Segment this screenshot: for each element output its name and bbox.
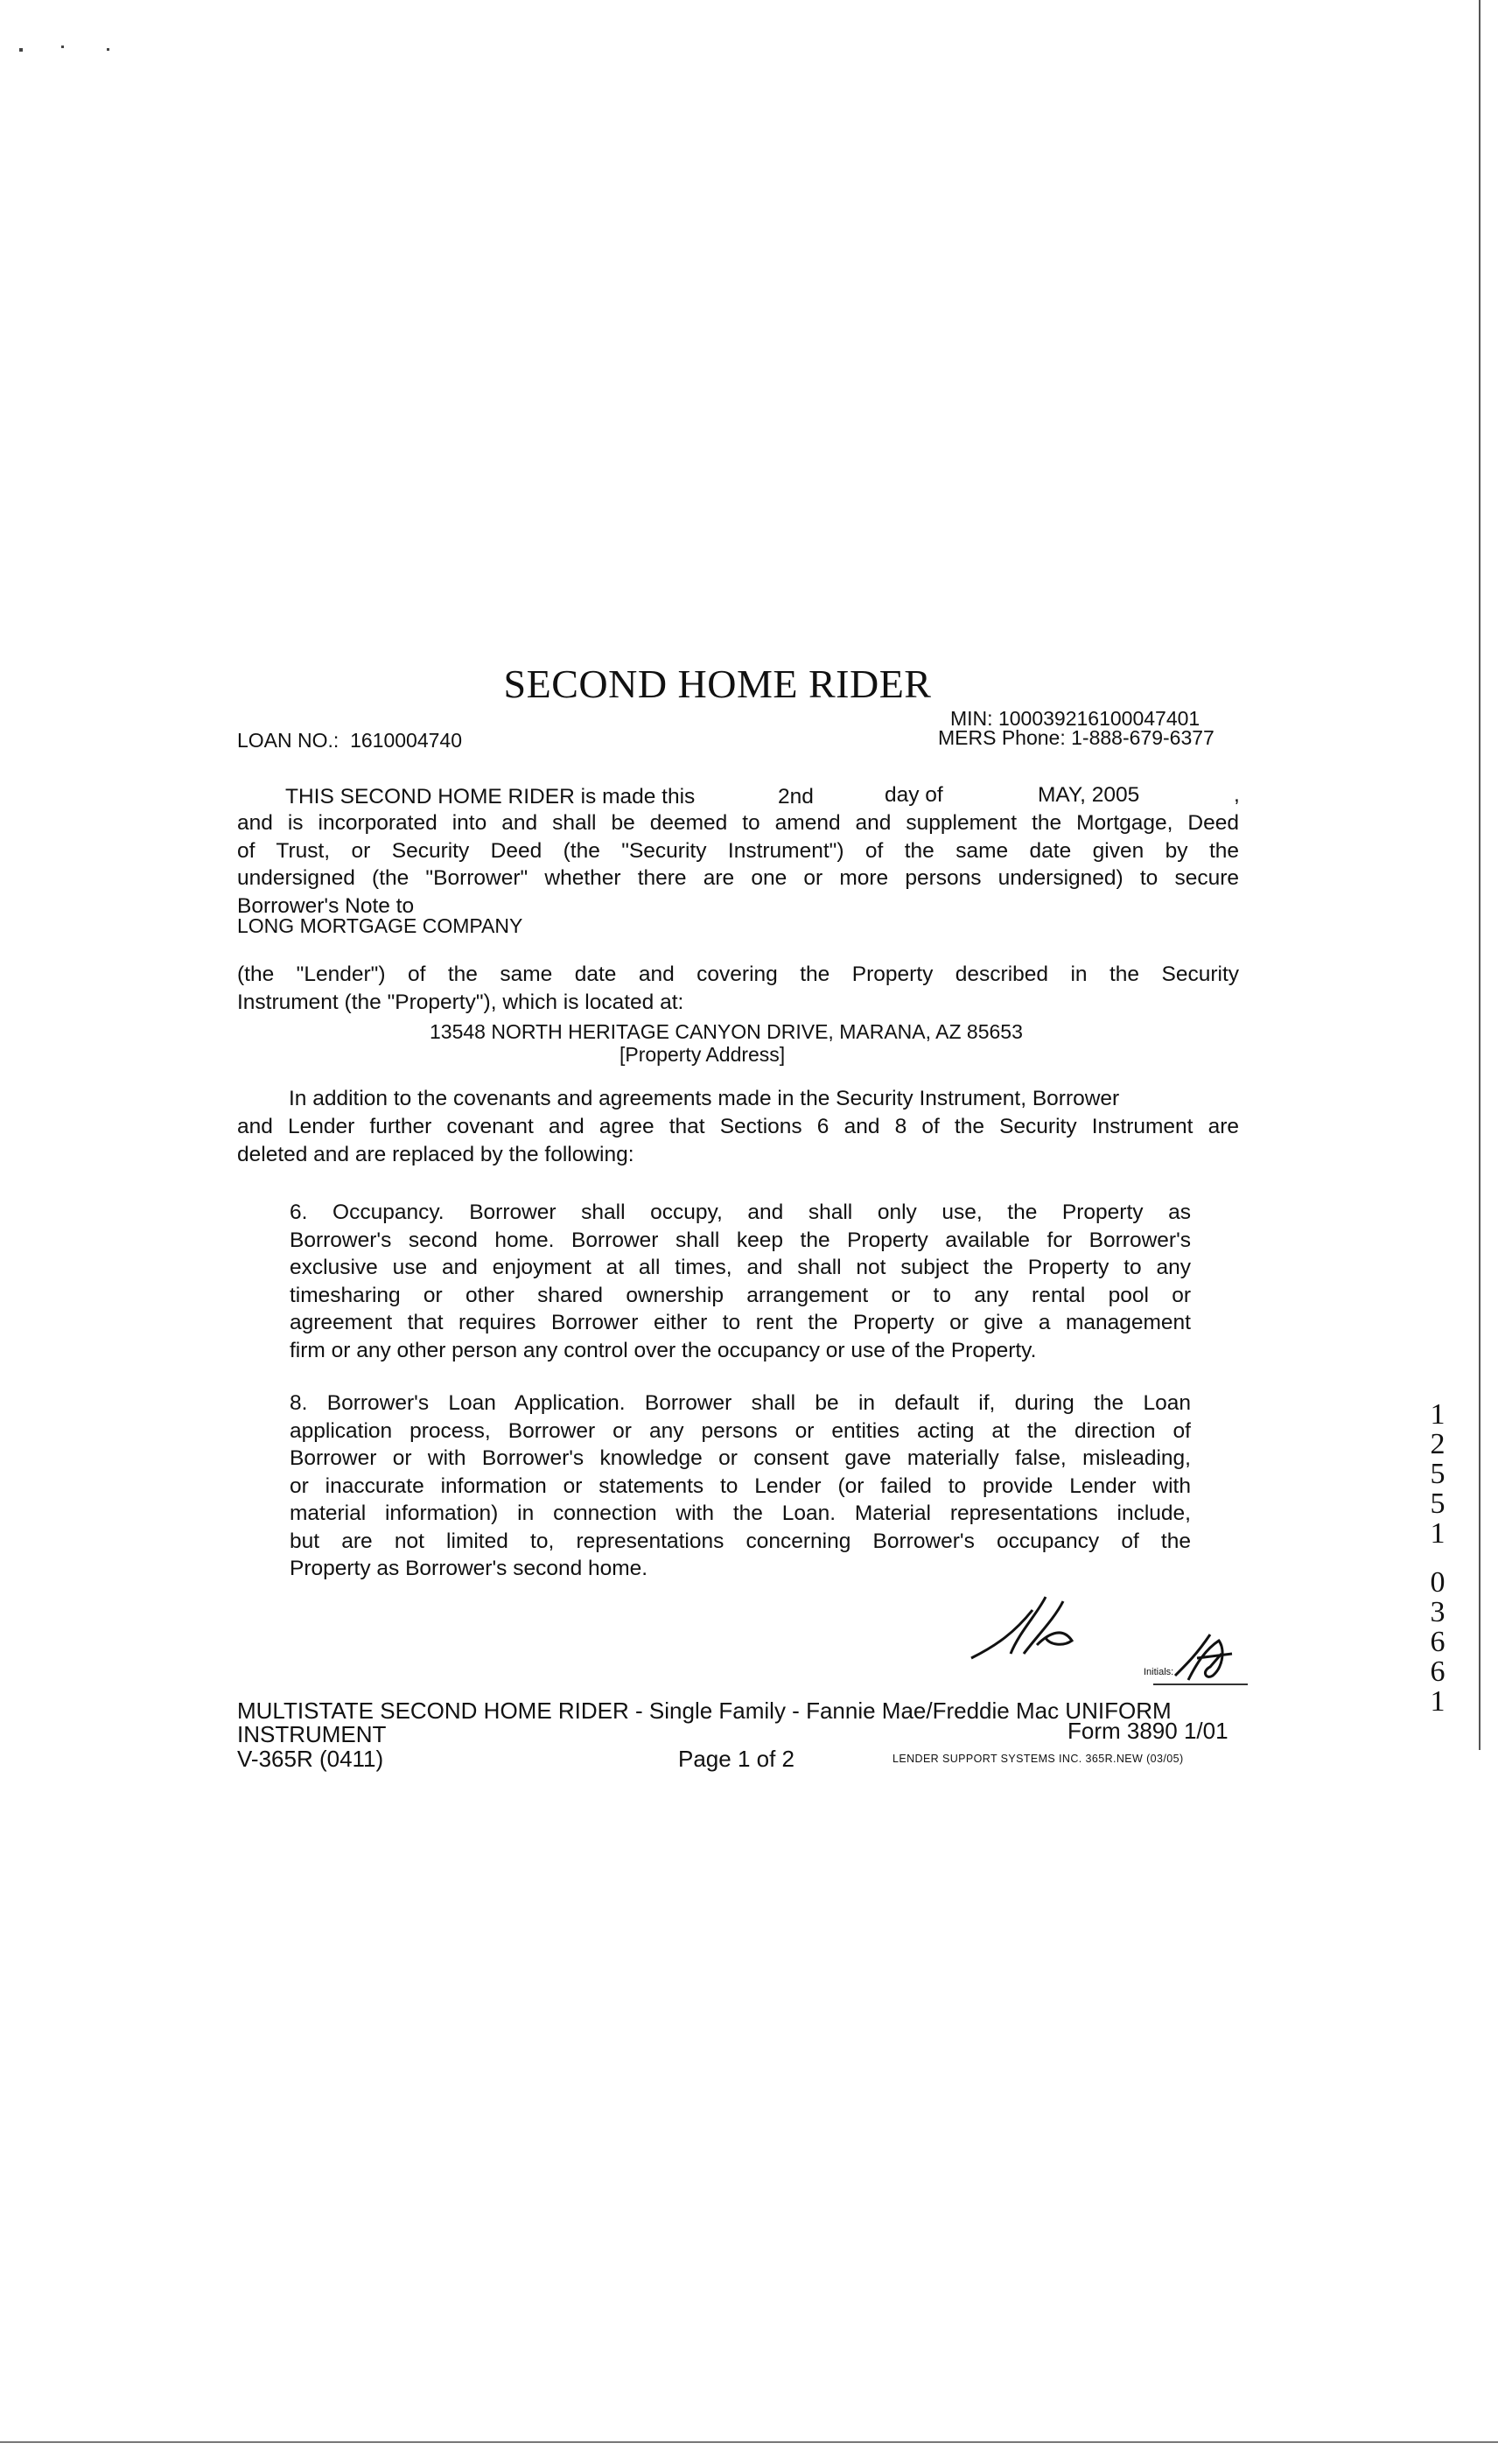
section-8-line: material information) in connection with the Loan. Material representations include, [290,1502,1191,1525]
intro-made-this: THIS SECOND HOME RIDER is made this [285,785,696,808]
footer-page: Page 1 of 2 [678,1746,794,1772]
scan-speck [107,48,109,51]
scan-speck [61,46,64,48]
scan-speck [19,48,23,52]
lender-name: LONG MORTGAGE COMPANY [237,914,523,937]
loan-number: LOAN NO.: 1610004740 [237,729,463,752]
intro-line: undersigned (the "Borrower" whether there are one or more persons undersigned) to secure [237,866,1239,890]
section-6 [290,1199,1191,1364]
section-8-line: Property as Borrower's second home. [290,1557,648,1580]
lender-line: Instrument (the "Property"), which is located at: [237,990,684,1014]
footer-code: V-365R (0411) [237,1746,384,1772]
intro-day-of: day of [885,783,943,807]
section-8-heading: 8. Borrower's Loan Application. [290,1391,626,1415]
section-8 [290,1390,1191,1583]
scan-bottom-line [0,2441,1498,2443]
section-6-first-line: 6. Occupancy. Borrower shall occupy, and shall only use, the Property as [290,1200,1191,1224]
section-6-heading: 6. Occupancy. [290,1200,444,1224]
section-8-line: but are not limited to, representations concerning Borrower's occupancy of the [290,1529,1191,1553]
property-address-label: [Property Address] [620,1043,786,1066]
scan-edge-line [1479,0,1480,1750]
min-number: MIN: 100039216100047401 [950,707,1200,730]
footer-form: Form 3890 1/01 [1068,1718,1228,1744]
footer-instrument: INSTRUMENT [237,1721,387,1747]
intro-month-year: MAY, 2005 [1038,783,1140,807]
lender-line: (the "Lender") of the same date and covering the Property described in the Security [237,962,1239,986]
addition-line: and Lender further covenant and agree that Sections 6 and 8 of the Security Instrument are [237,1115,1239,1138]
initials-signature [1171,1628,1250,1689]
addition-line: deleted and are replaced by the following: [237,1142,634,1166]
section-8-first-line: 8. Borrower's Loan Application. Borrower shall be in default if, during the Loan [290,1391,1191,1415]
initials-line [1153,1684,1248,1685]
section-8-line: application process, Borrower or any persons or entities acting at the direction of [290,1418,1191,1443]
intro-comma: , [1234,783,1240,807]
section-8-line: Borrower or with Borrower's knowledge or consent gave materially false, misleading, [290,1446,1191,1470]
section-6-line: firm or any other person any control over the occupancy or use of the Property. [290,1338,1037,1362]
intro-line: and is incorporated into and shall be deemed to amend and supplement the Mortgage, Deed [237,811,1239,835]
property-address: 13548 NORTH HERITAGE CANYON DRIVE, MARANA, AZ 85653 [430,1020,1023,1043]
page-title: SECOND HOME RIDER [503,662,932,706]
section-6-line: Borrower's second home. Borrower shall keep the Property available for Borrower's [290,1228,1191,1252]
lender-paragraph [237,961,1239,1016]
section-8-line: or inaccurate information or statements to Lender (or failed to provide Lender with [290,1474,1191,1498]
margin-recording-number: 1 2 5 5 1 0 3 6 6 1 [1430,1398,1446,1718]
borrower-note-to: Borrower's Note to [237,894,415,918]
mers-phone: MERS Phone: 1-888-679-6377 [938,726,1214,749]
borrower-signature [962,1592,1102,1671]
intro-line: of Trust, or Security Deed (the "Security Instrument") of the same date given by the [237,838,1239,863]
intro-day: 2nd [778,785,814,808]
section-6-line: agreement that requires Borrower either to rent the Property or give a management [290,1311,1191,1334]
initials-label: Initials: [1144,1667,1174,1677]
footer-vendor: LENDER SUPPORT SYSTEMS INC. 365R.NEW (03/05) [892,1753,1184,1765]
footer-title: MULTISTATE SECOND HOME RIDER - Single Family - Fannie Mae/Freddie Mac UNIFORM [237,1698,1172,1724]
addition-first-line: In addition to the covenants and agreements made in the Security Instrument, Borrower [289,1087,1120,1110]
section-6-line: timesharing or other shared ownership arrangement or to any rental pool or [290,1283,1191,1307]
intro-paragraph [237,809,1239,892]
section-6-line: exclusive use and enjoyment at all times, and shall not subject the Property to any [290,1256,1191,1279]
addition-paragraph [237,1113,1239,1168]
